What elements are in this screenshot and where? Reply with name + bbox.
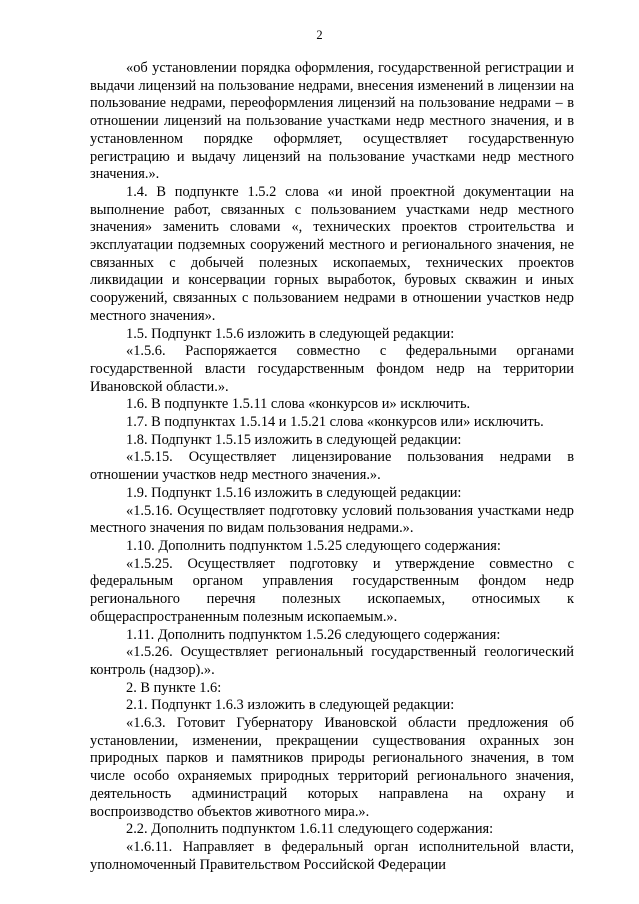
paragraph: 2.2. Дополнить подпунктом 1.6.11 следующего содержания: xyxy=(126,821,494,838)
paragraph: 1.9. Подпункт 1.5.16 изложить в следующей редакции: xyxy=(126,484,462,501)
paragraph: «1.5.15. Осуществляет лицензирование пользования недрами в отношении участков недр местного значения.». xyxy=(90,449,574,484)
paragraph: 1.5. Подпункт 1.5.6 изложить в следующей редакции: xyxy=(126,325,455,342)
paragraph: «1.5.26. Осуществляет региональный государственный геологический контроль (надзор).». xyxy=(90,644,574,678)
paragraph: «1.5.25. Осуществляет подготовку и утверждение совместно с федеральным органом управления государственным фондом недр регионального перечня полезных ископаемых, относимых к общераспространенным полезным ископаемым.». xyxy=(90,555,574,625)
paragraph: 1.10. Дополнить подпунктом 1.5.25 следующего содержания: xyxy=(126,537,501,554)
paragraph: 1.4. В подпункте 1.5.2 слова «и иной проектной документации на выполнение работ, связанных с пользованием участками недр местного значения» заменить словами «, технических проектов строительства и эксплуатации подземных сооружений местного и регионального значения, не связанных с добычей полезных ископаемых, технических проектов ликвидации и консервации горных выработок, буровых скважин и иных сооружений, связанных с пользованием недрами в отношении участков недр местного значения». xyxy=(90,183,574,324)
paragraph: 1.6. В подпункте 1.5.11 слова «конкурсов и» исключить. xyxy=(126,396,471,413)
paragraph: «1.6.3. Готовит Губернатору Ивановской области предложения об установлении, изменении, прекращении существования охранных зон природных парков и памятников природы регионального значения, в том числе особо охраняемых природных территорий регионального значения, деятельность администраций которых направлена на охрану и воспроизводство объектов животного мира.». xyxy=(90,715,574,820)
paragraph: 2. В пункте 1.6: xyxy=(126,679,222,696)
paragraph: «1.5.6. Распоряжается совместно с федеральными органами государственной власти государственным фондом недр на территории Ивановской области.». xyxy=(90,343,574,395)
paragraph: «1.6.11. Направляет в федеральный орган исполнительной власти, уполномоченный Правительством Российской Федерации xyxy=(90,838,574,873)
page-number: 2 xyxy=(316,28,323,42)
paragraph: 1.11. Дополнить подпунктом 1.5.26 следующего содержания: xyxy=(126,626,501,643)
paragraph: «1.5.16. Осуществляет подготовку условий пользования участками недр местного значения по видам пользования недрами.». xyxy=(90,502,574,537)
paragraph: 1.7. В подпунктах 1.5.14 и 1.5.21 слова «конкурсов или» исключить. xyxy=(126,414,544,431)
paragraph: 2.1. Подпункт 1.6.3 изложить в следующей редакции: xyxy=(126,697,455,714)
paragraph: «об установлении порядка оформления, государственной регистрации и выдачи лицензий на пользование недрами, внесения изменений в лицензии на пользование недрами, переоформления лицензий на пользование недрами – в отношении лицензий на пользование участками недр местного значения, и в установленном порядке оформляет, осуществляет государственную регистрацию и выдачу лицензий на пользование участками недр местного значения.». xyxy=(90,60,574,183)
document-body xyxy=(90,60,574,874)
paragraph: 1.8. Подпункт 1.5.15 изложить в следующей редакции: xyxy=(126,431,462,448)
